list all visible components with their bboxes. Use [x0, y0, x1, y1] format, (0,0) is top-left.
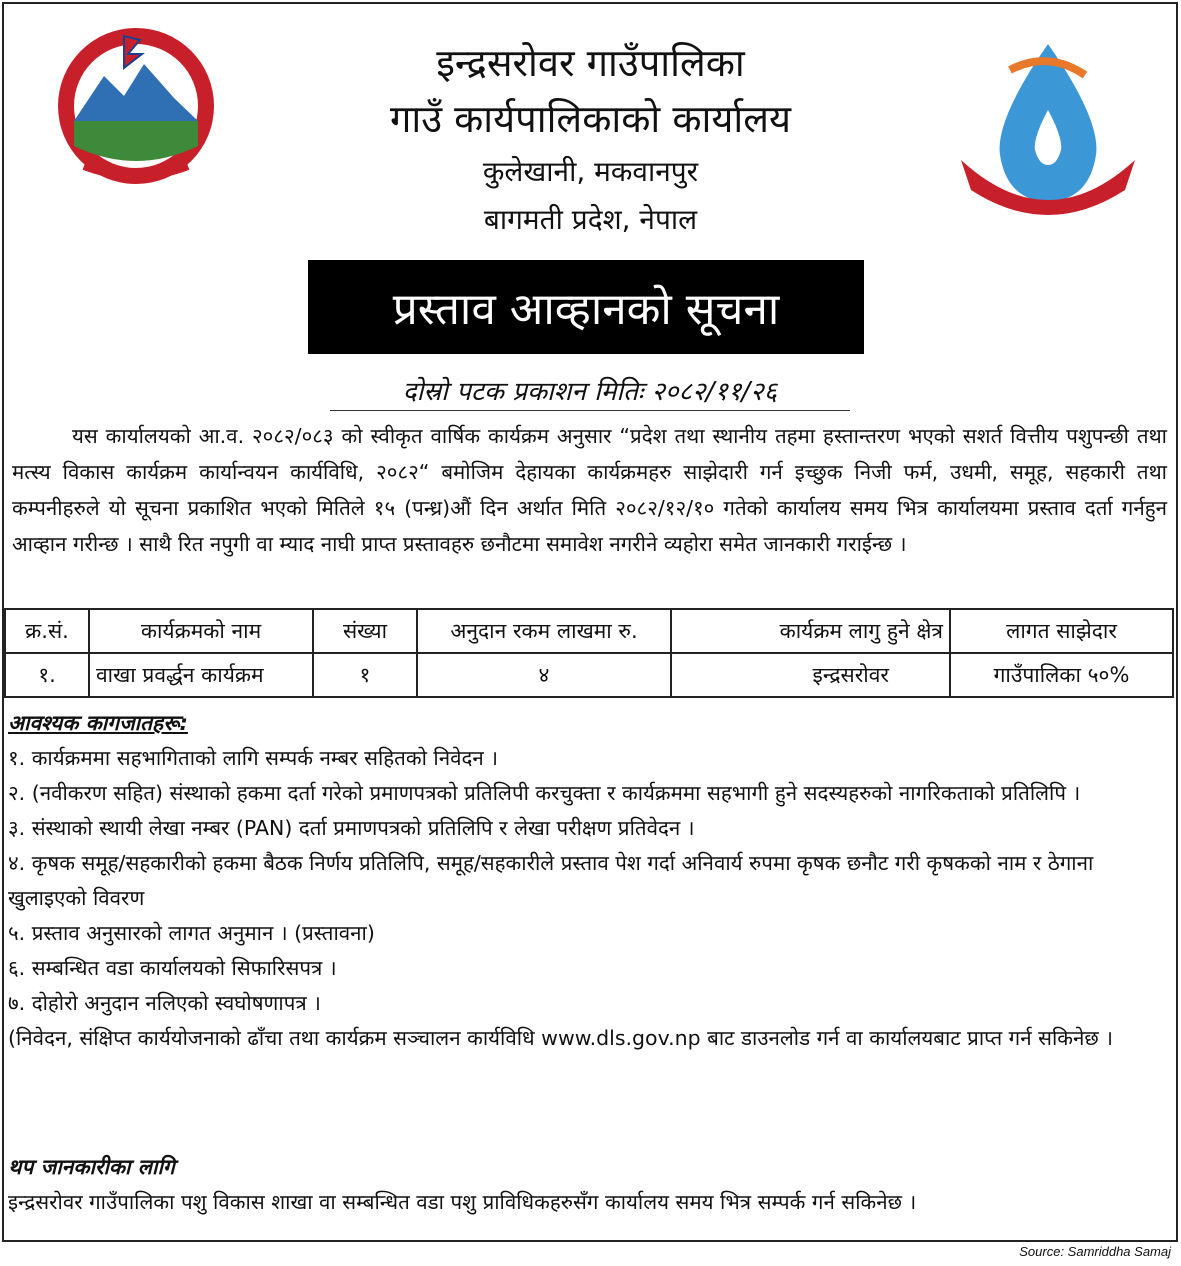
notice-paragraph: यस कार्यालयको आ.व. २०८२/०८३ को स्वीकृत वार्षिक कार्यक्रम अनुसार “प्रदेश तथा स्थानीय तहमा हस्तान्तरण भएको सशर्त वित्तीय पशुपन्छी तथा मत्स्य विकास कार्यक्रम कार्यान्वयन कार्यविधि, २०८२“ बमोजिम देहायका कार्यक्रमहरु साझेदारी गर्न इच्छुक निजी फर्म, उधमी, समूह, सहकारी तथा कम्पनीहरुले यो सूचना प्रकाशित भएको मितिले १५ (पन्ध्र)औं दिन अर्थात मिति २०८२/१२/१० गतेको कार्यालय समय भित्र कार्यालयमा प्रस्ताव दर्ता गर्नहुन आव्हान गरीन्छ । साथै रित नपुगी वा म्याद नाघी प्राप्त प्रस्तावहरु छनौटमा समावेश नगरीने व्यहोरा समेत जानकारी गराईन्छ ।: [12, 424, 1167, 556]
more-info-heading: थप जानकारीका लागि: [8, 1155, 175, 1179]
document-item: (निवेदन, संक्षिप्त कार्ययोजनाको ढाँचा तथा कार्यक्रम सञ्चालन कार्यविधि www.dls.gov.np बाट डाउनलोड गर्न वा कार्यालयबाट प्राप्त गर्न सकिनेछ ।: [8, 1026, 1114, 1050]
document-item: ५. प्रस्ताव अनुसारको लागत अनुमान । (प्रस्तावना): [8, 921, 375, 945]
table-row: [5, 653, 1173, 697]
municipality-name: इन्द्रसरोवर गाउँपालिका: [436, 41, 745, 85]
source-credit: Source: Samriddha Samaj: [1019, 1244, 1171, 1259]
table-header-row: [5, 609, 1173, 653]
table-cell: ४: [417, 653, 671, 697]
table-header: अनुदान रकम लाखमा रु.: [417, 609, 671, 653]
table-cell: वाखा प्रवर्द्धन कार्यक्रम: [89, 653, 313, 697]
document-item: ७. दोहोरो अनुदान नलिएको स्वघोषणापत्र ।: [8, 991, 321, 1015]
notice-title: प्रस्ताव आव्हानको सूचना: [308, 260, 864, 354]
document-item: १. कार्यक्रममा सहभागिताको लागि सम्पर्क नम्बर सहितको निवेदन ।: [8, 746, 499, 770]
province-country: बागमती प्रदेश, नेपाल: [483, 203, 698, 236]
required-documents: [8, 706, 1168, 1056]
more-info: [8, 1150, 1168, 1220]
table-cell: इन्द्रसरोवर: [671, 653, 950, 697]
table-cell: १: [313, 653, 417, 697]
document-item: ४. कृषक समूह/सहकारीको हकमा बैठक निर्णय प्रतिलिपि, समूह/सहकारीले प्रस्ताव पेश गर्दा अनिवार्य रुपमा कृषक छनौट गरी कृषकको नाम र ठेगाना खुलाइएको विवरण: [8, 851, 1094, 910]
table-header: लागत साझेदार: [950, 609, 1173, 653]
more-info-text: इन्द्रसरोवर गाउँपालिका पशु विकास शाखा वा सम्बन्धित वडा पशु प्राविधिकहरुसँग कार्यालय समय भित्र सम्पर्क गर्न सकिनेछ ।: [8, 1190, 917, 1214]
table-cell: गाउँपालिका ५०%: [950, 653, 1173, 697]
table-header: क्र.सं.: [5, 609, 89, 653]
publication-date: दोस्रो पटक प्रकाशन मितिः २०८२/११/२६: [330, 372, 850, 411]
table-header: कार्यक्रमको नाम: [89, 609, 313, 653]
document-item: ३. संस्थाको स्थायी लेखा नम्बर (PAN) दर्ता प्रमाणपत्रको प्रतिलिपि र लेखा परीक्षण प्रतिवेदन ।: [8, 816, 695, 840]
document-item: २. (नवीकरण सहित) संस्थाको हकमा दर्ता गरेको प्रमाणपत्रको प्रतिलिपी करचुक्ता र कार्यक्रममा सहभागी हुने सदस्यहरुको नागरिकताको प्रतिलिपि ।: [8, 781, 1081, 805]
documents-heading: आवश्यक कागजातहरू:: [8, 711, 188, 735]
office-location: कुलेखानी, मकवानपुर: [482, 155, 699, 188]
table-cell: १.: [5, 653, 89, 697]
document-item: ६. सम्बन्धित वडा कार्यालयको सिफारिसपत्र ।: [8, 956, 337, 980]
table-header: संख्या: [313, 609, 417, 653]
table-header: कार्यक्रम लागु हुने क्षेत्र: [671, 609, 950, 653]
office-name: गाउँ कार्यपालिकाको कार्यालय: [389, 97, 792, 141]
program-table: [4, 608, 1174, 698]
